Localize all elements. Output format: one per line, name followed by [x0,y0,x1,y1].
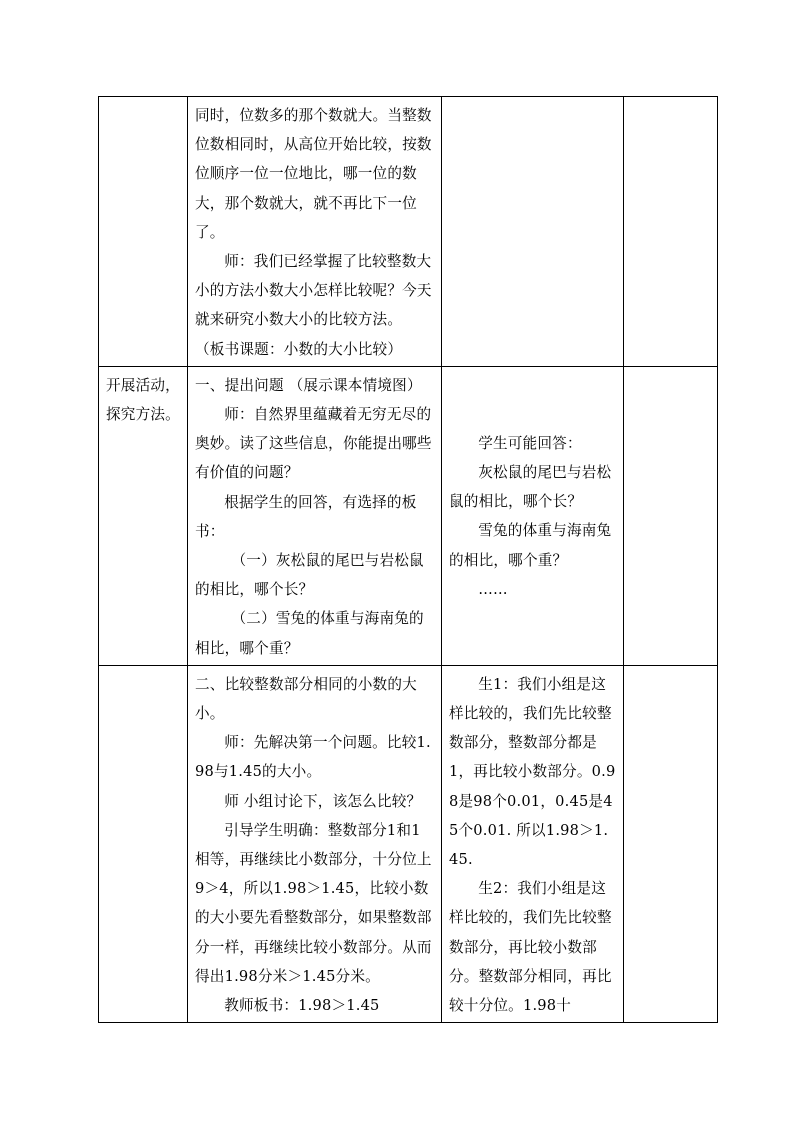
paragraph: 根据学生的回答，有选择的板书： [195,493,417,540]
paragraph: 灰松鼠的尾巴与岩松鼠的相比，哪个长？ [449,464,612,511]
student-activity-cell [442,366,624,665]
paragraph: 生1：我们小组是这样比较的，我们先比较整数部分，整数部分都是1，再比较小数部分。0.98是98个0.01，0.45是45个0.01. 所以1.98＞1.45. [449,675,616,869]
stage-cell [99,665,188,1022]
notes-cell [624,97,718,367]
paragraph: …… [478,580,508,598]
teacher-activity-cell [188,97,442,367]
notes-cell [624,665,718,1022]
stage-cell [99,97,188,367]
paragraph: 一、提出问题 （展示课本情境图） [195,376,422,394]
paragraph: 师 小组讨论下，该怎么比较？ [224,792,422,810]
table-row [99,97,718,367]
paragraph: 二、比较整数部分相同的小数的大小。 [195,675,417,723]
paragraph: 师：自然界里蕴藏着无穷无尽的奥妙。读了这些信息，你能提出哪些有价值的问题？ [195,406,432,482]
paragraph: 师：先解决第一个问题。比较1.98与1.45的大小。 [195,734,431,781]
paragraph: 同时，位数多的那个数就大。当整数位数相同时，从高位开始比较，按数位顺序一位一位地比，哪一位的数大，那个数就大，就不再比下一位了。 [195,107,432,241]
stage-cell: 开展活动，探究方法。 [99,366,188,665]
paragraph: 生2：我们小组是这样比较的，我们先比较整数部分，再比较小数部分。整数部分相同，再比较十分位。1.98十 [449,880,612,1015]
paragraph: （二）雪兔的体重与海南兔的相比，哪个重？ [195,610,424,657]
paragraph: （板书课题：小数的大小比较） [195,340,403,358]
notes-cell [624,366,718,665]
paragraph: 学生可能回答： [478,434,582,452]
lesson-plan-table [98,96,718,1023]
teacher-activity-cell [188,366,442,665]
teacher-activity-cell [188,665,442,1022]
spacer [449,371,617,429]
table-row [99,366,718,665]
paragraph: 雪兔的体重与海南兔的相比，哪个重？ [449,522,612,569]
student-activity-cell [442,665,624,1022]
paragraph: 引导学生明确：整数部分1和1相等，再继续比小数部分，十分位上9＞4，所以1.98＞1.45，比较小数的大小要先看整数部分，如果整数部分一样，再继续比较小数部分。从而得出1.98分米＞1.45分米。 [195,821,432,985]
paragraph: （一）灰松鼠的尾巴与岩松鼠的相比，哪个长？ [195,552,424,599]
student-activity-cell [442,97,624,367]
paragraph: 师：我们已经掌握了比较整数大小的方法小数大小怎样比较呢？今天就来研究小数大小的比较方法。 [195,253,432,329]
table-row [99,665,718,1022]
paragraph: 教师板书：1.98＞1.45 [224,997,380,1015]
